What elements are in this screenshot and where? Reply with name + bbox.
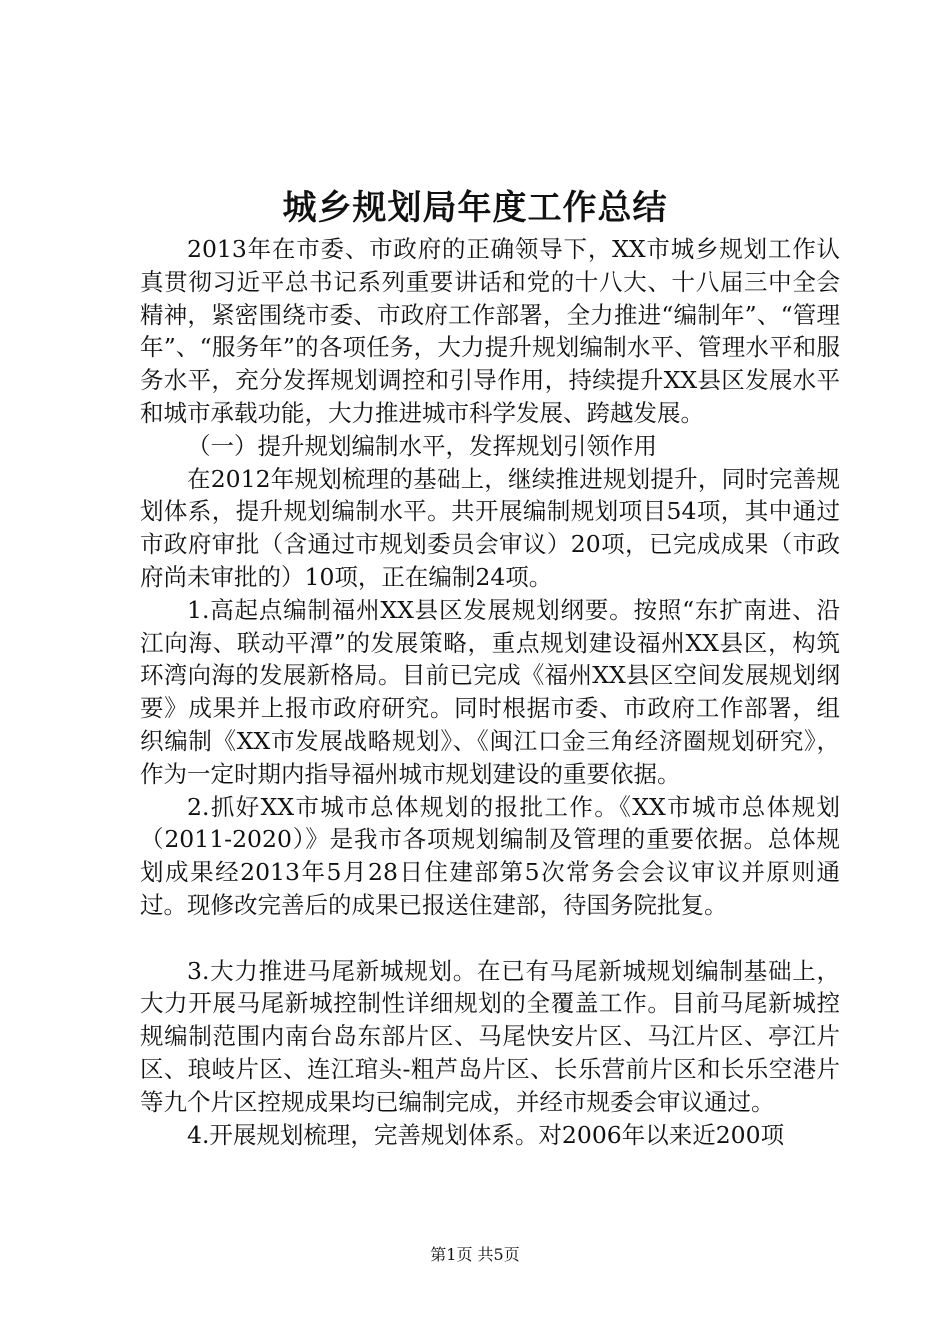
intro-paragraph: 2013年在市委、市政府的正确领导下，XX市城乡规划工作认真贯彻习近平总书记系列重要讲话和党的十八大、十八届三中全会精神，紧密围绕市委、市政府工作部署，全力推进“编制年”、“管理年”、“服务年”的各项任务，大力提升规划编制水平、管理水平和服务水平，充分发挥规划调控和引导作用，持续提升XX县区发展水平和城市承载功能，大力推进城市科学发展、跨越发展。 [140, 235, 840, 427]
document-body [140, 233, 840, 1151]
list-item-1: 1.高起点编制福州XX县区发展规划纲要。按照“东扩南进、沿江向海、联动平潭”的发展策略，重点规划建设福州XX县区，构筑环湾向海的发展新格局。目前已完成《福州XX县区空间发展规划纲要》成果并上报市政府研究。同时根据市委、市政府工作部署，组织编制《XX市发展战略规划》、《闽江口金三角经济圈规划研究》，作为一定时期内指导福州城市规划建设的重要依据。 [140, 595, 840, 788]
list-item-3: 3.大力推进马尾新城规划。在已有马尾新城规划编制基础上，大力开展马尾新城控制性详细规划的全覆盖工作。目前马尾新城控规编制范围内南台岛东部片区、马尾快安片区、马江片区、亭江片区、琅岐片区、连江琯头-粗芦岛片区、长乐营前片区和长乐空港片等九个片区控规成果均已编制完成，并经市规委会审议通过。 [140, 956, 840, 1116]
section-heading: （一）提升规划编制水平，发挥规划引领作用 [187, 431, 657, 460]
document-title: 城乡规划局年度工作总结 [282, 188, 668, 228]
body-paragraph: 在2012年规划梳理的基础上，继续推进规划提升，同时完善规划体系，提升规划编制水平。共开展编制规划项目54项，其中通过市政府审批（含通过市规划委员会审议）20项，已完成成果（市政府尚未审批的）10项，正在编制24项。 [140, 464, 840, 591]
list-item-2: 2.抓好XX市城市总体规划的报批工作。《XX市城市总体规划（2011-2020）》是我市各项规划编制及管理的重要依据。总体规划成果经2013年5月28日住建部第5次常务会会议审议并原则通过。现修改完善后的成果已报送住建部，待国务院批复。 [140, 792, 840, 919]
page-footer: 第1页 共5页 [430, 1245, 520, 1264]
list-item-4: 4.开展规划梳理，完善规划体系。对2006年以来近200项 [187, 1120, 785, 1149]
